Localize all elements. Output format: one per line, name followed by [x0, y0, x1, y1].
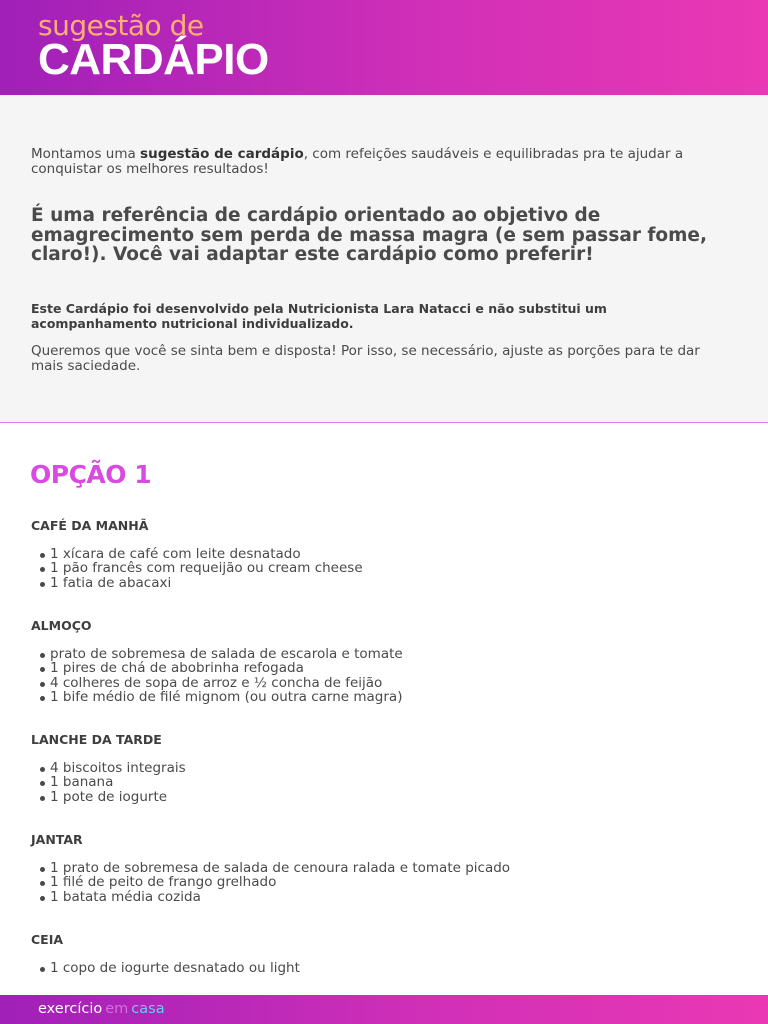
meal-item: 1 pote de iogurte: [31, 790, 731, 804]
meal-items: [31, 547, 731, 590]
meal-supper: [31, 933, 731, 975]
meal-item: 1 copo de iogurte desnatado ou light: [31, 961, 731, 975]
meal-title: ALMOÇO: [31, 618, 92, 633]
brand-part-em: em: [105, 1001, 129, 1017]
meal-item: 1 prato de sobremesa de salada de cenoura ralada e tomate picado: [31, 861, 731, 875]
meal-item: 4 biscoitos integrais: [31, 761, 731, 775]
page-footer: [0, 995, 768, 1024]
meal-breakfast: [31, 519, 731, 590]
meal-item: 1 bife médio de filé mignom (ou outra carne magra): [31, 690, 731, 704]
meal-items: [31, 761, 731, 804]
intro-p1-bold: sugestão de cardápio: [140, 146, 304, 162]
intro-section: [0, 95, 768, 423]
brand-part-exercicio: exercício: [38, 1001, 103, 1017]
meal-afternoon-snack: [31, 733, 731, 804]
meal-item: 1 pires de chá de abobrinha refogada: [31, 661, 731, 675]
intro-headline: É uma referência de cardápio orientado ao objetivo de emagrecimento sem perda de massa magra (e sem passar fome, claro!). Você vai adaptar este cardápio como preferir!: [31, 205, 707, 265]
meal-item: 1 fatia de abacaxi: [31, 576, 731, 590]
meal-lunch: [31, 619, 731, 704]
meal-dinner: [31, 833, 731, 904]
intro-paragraph-1: [31, 147, 711, 176]
meal-item: 1 xícara de café com leite desnatado: [31, 547, 731, 561]
intro-paragraph-4: Queremos que você se sinta bem e disposta! Por isso, se necessário, ajuste as porções para te dar mais saciedade.: [31, 343, 700, 374]
meal-items: [31, 647, 731, 704]
intro-p1-text-start: Montamos uma: [31, 146, 141, 162]
intro-p1-text-end: , com refeições saudáveis e equilibradas pra te ajudar a conquistar os melhores resultados!: [31, 146, 684, 177]
meal-items: [31, 961, 731, 975]
header-subtitle: sugestão de: [38, 9, 204, 42]
meal-item: prato de sobremesa de salada de escarola e tomate: [31, 647, 731, 661]
nutritionist-disclaimer: Este Cardápio foi desenvolvido pela Nutricionista Lara Natacci e não substitui um acompanhamento nutricional individualizado.: [31, 301, 607, 331]
option-title: OPÇÃO 1: [30, 460, 152, 489]
meal-item: 1 batata média cozida: [31, 890, 731, 904]
meal-item: 1 banana: [31, 775, 731, 789]
page-header: [0, 0, 768, 95]
meal-items: [31, 861, 731, 904]
meal-title: CAFÉ DA MANHÃ: [31, 518, 149, 533]
meal-item: 1 pão francês com requeijão ou cream cheese: [31, 561, 731, 575]
meal-item: 4 colheres de sopa de arroz e ½ concha de feijão: [31, 676, 731, 690]
brand-part-casa: casa: [131, 1001, 165, 1017]
meal-title: JANTAR: [31, 832, 83, 847]
meal-title: CEIA: [31, 932, 64, 947]
brand-logo: [38, 1001, 165, 1018]
meal-item: 1 filé de peito de frango grelhado: [31, 875, 731, 889]
meal-title: LANCHE DA TARDE: [31, 732, 162, 747]
header-title: CARDÁPIO: [38, 35, 269, 84]
